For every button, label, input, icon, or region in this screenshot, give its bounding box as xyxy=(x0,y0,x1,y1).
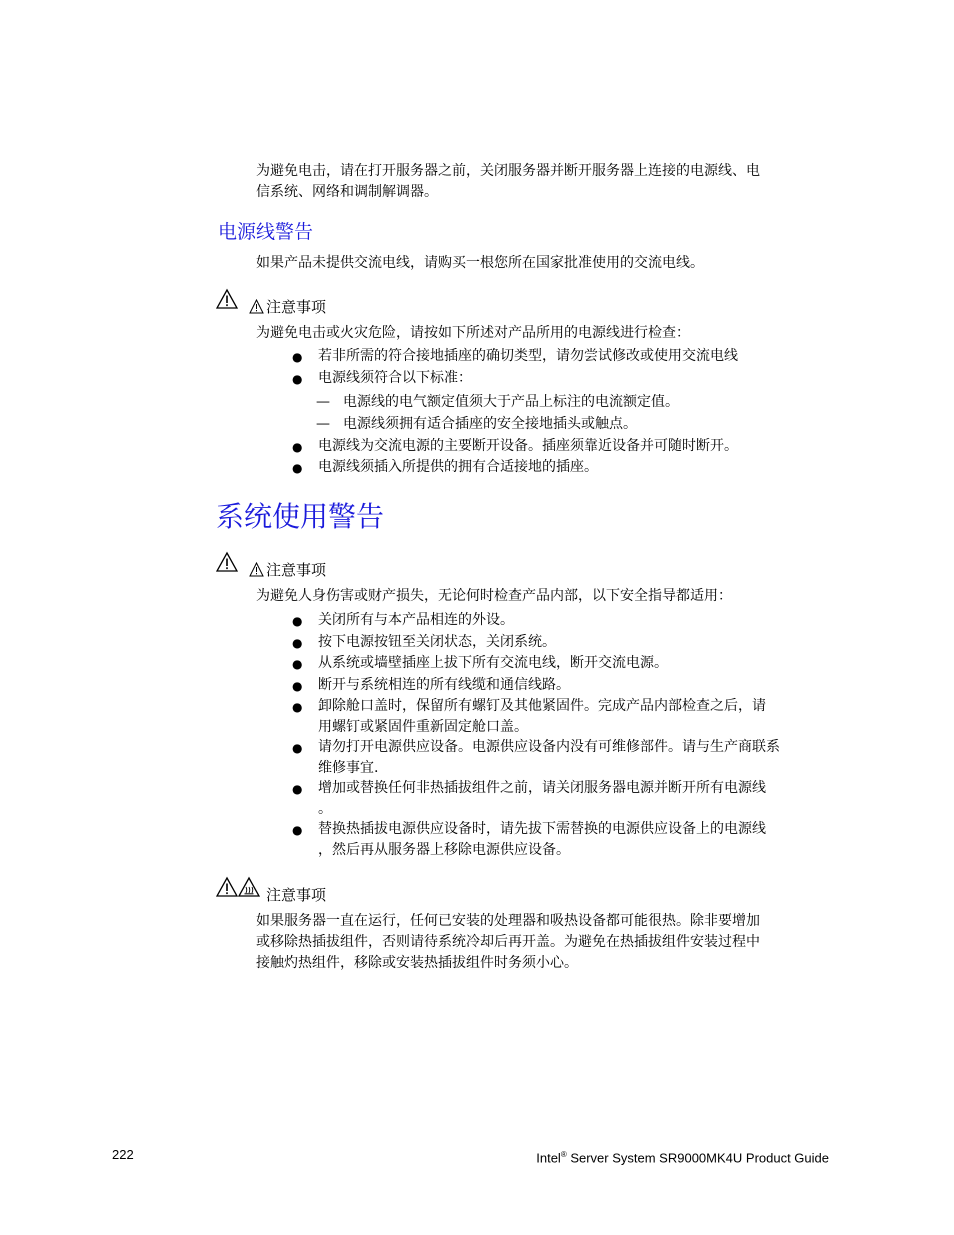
list-item-line: 用螺钉或紧固件重新固定舱口盖。 xyxy=(318,719,528,735)
bullet-dot-icon: ● xyxy=(292,700,303,714)
list-item-line: 。 xyxy=(318,801,332,817)
bullet-dot-icon: ● xyxy=(292,372,303,386)
warning-triangle-small-icon xyxy=(249,562,264,577)
list-item-line: 替换热插拔电源供应设备时，请先拔下需替换的电源供应设备上的电源线 xyxy=(318,821,766,837)
paragraph-line: 或移除热插拔组件，否则请待系统冷却后再开盖。为避免在热插拔组件安装过程中 xyxy=(256,934,760,950)
list-item: 从系统或墙壁插座上拔下所有交流电线，断开交流电源。 xyxy=(318,655,668,671)
power-cord-paragraph: 如果产品未提供交流电线，请购买一根您所在国家批准使用的交流电线。 xyxy=(256,255,704,271)
list-item: 电源线须符合以下标准： xyxy=(318,370,472,386)
list-item xyxy=(318,696,766,738)
power-cord-warning-heading: 电源线警告 xyxy=(218,221,314,243)
intro-line: 信系统、网络和调制解调器。 xyxy=(256,184,438,200)
bullet-dot-icon: ● xyxy=(292,741,303,755)
bullet-dot-icon: ● xyxy=(292,782,303,796)
list-item: 关闭所有与本产品相连的外设。 xyxy=(318,612,514,628)
caution-intro: 为避免电击或火灾危险，请按如下所述对产品所用的电源线进行检查： xyxy=(256,325,690,341)
list-item xyxy=(318,737,780,779)
bullet-dot-icon: ● xyxy=(292,461,303,475)
list-item: 电源线须插入所提供的拥有合适接地的插座。 xyxy=(318,459,598,475)
bullet-dot-icon: ● xyxy=(292,614,303,628)
list-item-line: 增加或替换任何非热插拔组件之前，请关闭服务器电源并断开所有电源线 xyxy=(318,780,766,796)
page-number: 222 xyxy=(112,1147,134,1162)
list-item-line: 卸除舱口盖时，保留所有螺钉及其他紧固件。完成产品内部检查之后，请 xyxy=(318,698,766,714)
list-item-line: 维修事宜. xyxy=(318,760,379,776)
warning-triangle-icon xyxy=(216,288,238,310)
list-item: 若非所需的符合接地插座的确切类型，请勿尝试修改或使用交流电线 xyxy=(318,348,738,364)
list-item xyxy=(318,778,766,820)
bullet-dot-icon: ● xyxy=(292,679,303,693)
list-item: 按下电源按钮至关闭状态，关闭系统。 xyxy=(318,634,556,650)
bullet-dot-icon: ● xyxy=(292,350,303,364)
list-item: 断开与系统相连的所有线缆和通信线路。 xyxy=(318,677,570,693)
registered-mark: ® xyxy=(560,1150,567,1159)
bullet-dot-icon: ● xyxy=(292,636,303,650)
caution-title: 注意事项 xyxy=(266,886,327,904)
intro-line: 为避免电击，请在打开服务器之前，关闭服务器并断开服务器上连接的电源线、电 xyxy=(256,163,760,179)
caution-intro: 为避免人身伤害或财产损失，无论何时检查产品内部，以下安全指导都适用： xyxy=(256,588,732,604)
sub-list-item: 电源线的电气额定值须大于产品上标注的电流额定值。 xyxy=(343,394,679,410)
paragraph-line: 如果服务器一直在运行，任何已安装的处理器和吸热设备都可能很热。除非要增加 xyxy=(256,913,760,929)
hot-caution-paragraph xyxy=(256,911,760,974)
list-item-line: ，然后再从服务器上移除电源供应设备。 xyxy=(318,842,570,858)
warning-triangle-icon xyxy=(216,551,238,573)
bullet-dot-icon: ● xyxy=(292,823,303,837)
warning-triangle-icon xyxy=(216,876,238,898)
caution-title: 注意事项 xyxy=(266,561,327,579)
caution-title: 注意事项 xyxy=(266,298,327,316)
product-suffix: Server System SR9000MK4U Product Guide xyxy=(566,1150,829,1166)
product-prefix: Intel xyxy=(536,1150,561,1166)
list-item: 电源线为交流电源的主要断开设备。插座须靠近设备并可随时断开。 xyxy=(318,438,738,454)
list-item-line: 请勿打开电源供应设备。电源供应设备内没有可维修部件。请与生产商联系 xyxy=(318,739,780,755)
warning-triangle-small-icon xyxy=(249,299,264,314)
paragraph-line: 接触灼热组件，移除或安装热插拔组件时务须小心。 xyxy=(256,955,578,971)
dash-marker: — xyxy=(316,416,330,432)
hot-surface-icon xyxy=(238,876,260,898)
list-item xyxy=(318,819,766,861)
dash-marker: — xyxy=(316,394,330,410)
sub-list-item: 电源线须拥有适合插座的安全接地插头或触点。 xyxy=(343,416,637,432)
footer-product-title xyxy=(536,1147,829,1166)
bullet-dot-icon: ● xyxy=(292,440,303,454)
intro-paragraph xyxy=(256,161,760,203)
system-use-warning-heading: 系统使用警告 xyxy=(216,500,385,533)
bullet-dot-icon: ● xyxy=(292,657,303,671)
